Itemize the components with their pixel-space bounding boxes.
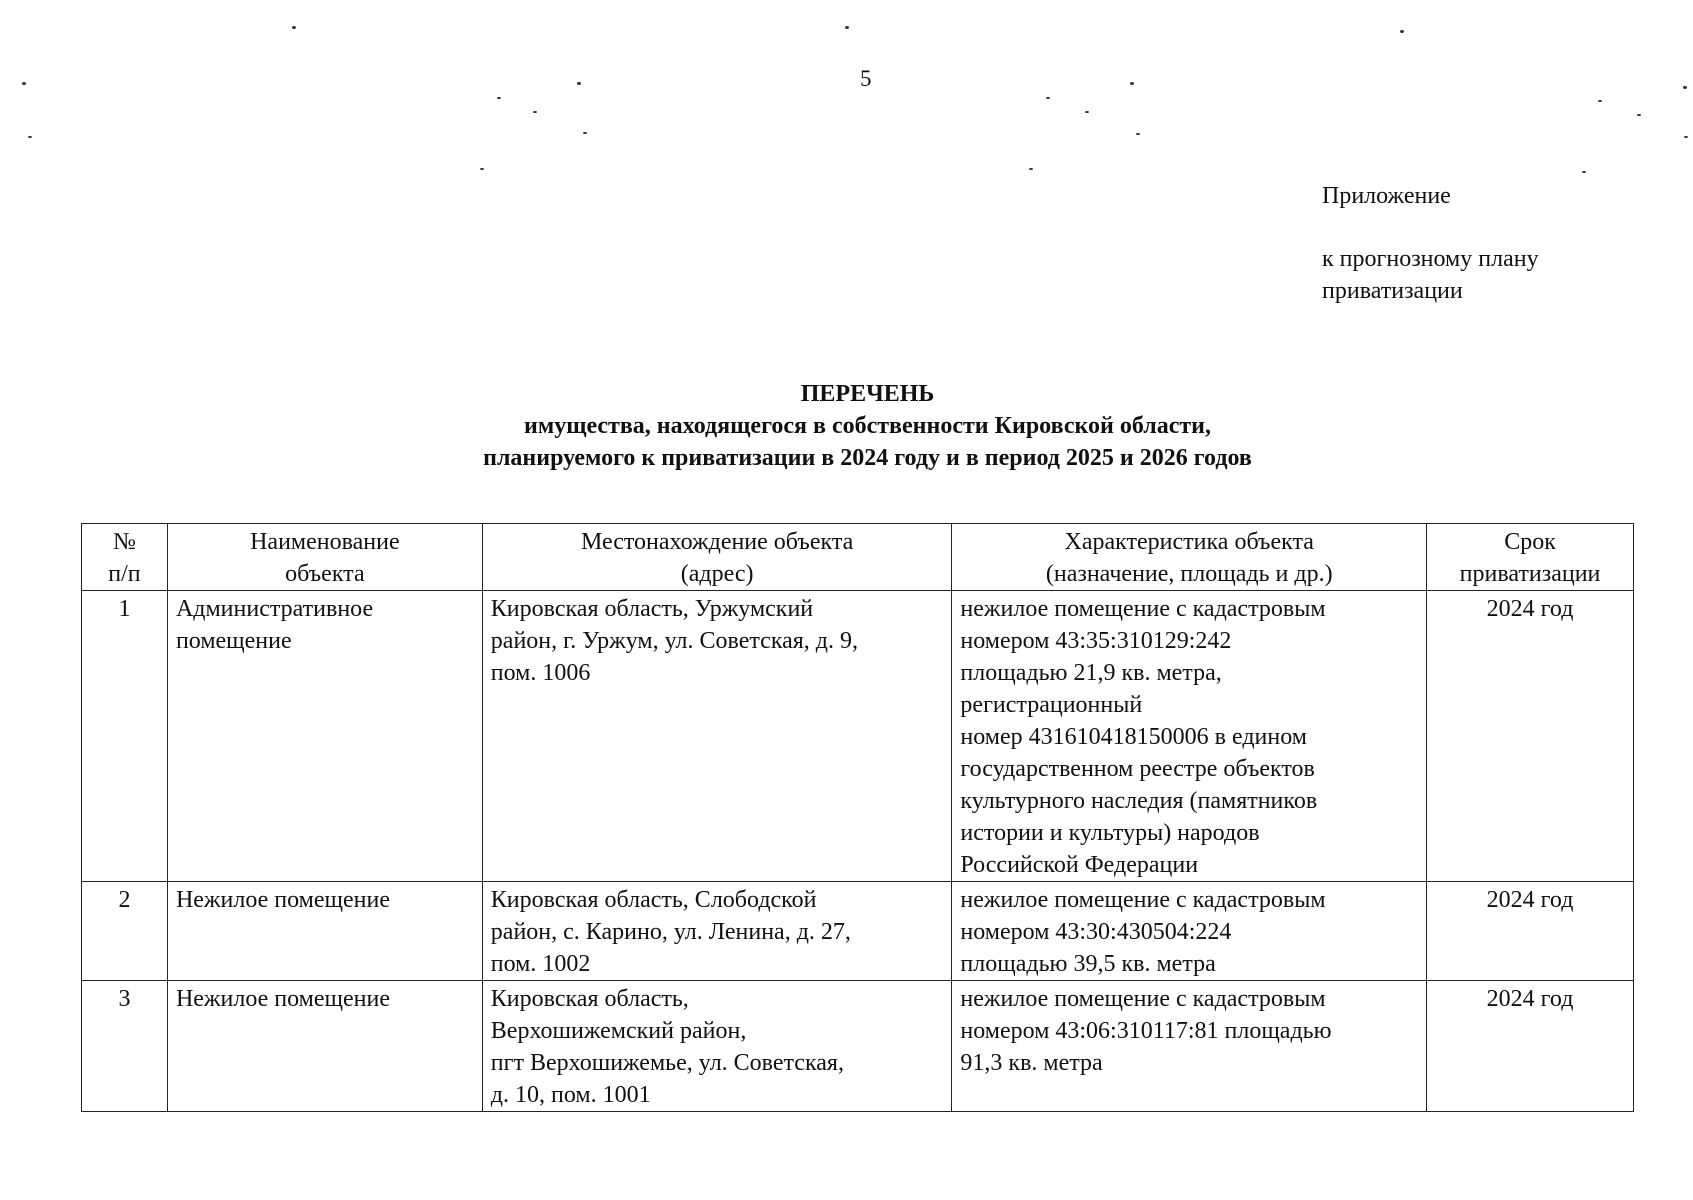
- cell-line: район, г. Уржум, ул. Советская, д. 9,: [490, 628, 859, 654]
- scan-speck: [1684, 136, 1688, 138]
- object-characteristics: [952, 591, 1427, 882]
- privatization-term: 2024 год: [1427, 882, 1634, 981]
- cell-line: Кировская область, Слободской: [490, 887, 817, 913]
- cell-line: пгт Верхошижемье, ул. Советская,: [490, 1050, 844, 1076]
- scan-speck: [533, 111, 537, 113]
- scan-speck: [1683, 86, 1687, 89]
- header-line: (назначение, площадь и др.): [1045, 561, 1333, 587]
- cell-line: Кировская область, Уржумский: [490, 596, 814, 622]
- header-characteristics: [952, 524, 1427, 591]
- cell-line: номером 43:35:310129:242: [960, 628, 1232, 654]
- document-title: [0, 378, 1693, 474]
- cell-line: нежилое помещение с кадастровым: [960, 596, 1326, 622]
- appendix-line-3: приватизации: [1322, 278, 1463, 304]
- scan-speck: [845, 26, 849, 29]
- header-line: №: [113, 529, 136, 555]
- object-name: [167, 882, 482, 981]
- cell-line: нежилое помещение с кадастровым: [960, 986, 1326, 1012]
- header-name: [167, 524, 482, 591]
- object-name: [167, 591, 482, 882]
- scan-speck: [577, 82, 581, 85]
- object-address: [482, 591, 952, 882]
- header-line: п/п: [108, 561, 141, 587]
- appendix-line-1: Приложение: [1322, 183, 1451, 209]
- cell-line: истории и культуры) народов: [960, 820, 1260, 846]
- scan-speck: [28, 136, 32, 138]
- cell-line: помещение: [175, 628, 292, 654]
- header-address: [482, 524, 952, 591]
- table-row: [82, 882, 1634, 981]
- cell-line: Нежилое помещение: [175, 887, 390, 913]
- property-table: [81, 523, 1634, 1112]
- privatization-term: 2024 год: [1427, 591, 1634, 882]
- scan-speck: [1637, 114, 1641, 116]
- header-line: объекта: [285, 561, 365, 587]
- cell-line: номер 431610418150006 в едином: [960, 724, 1307, 750]
- cell-line: площадью 39,5 кв. метра: [960, 951, 1216, 977]
- cell-line: Кировская область,: [490, 986, 689, 1012]
- cell-line: номером 43:30:430504:224: [960, 919, 1232, 945]
- row-number: 3: [82, 981, 168, 1112]
- table-header-row: [82, 524, 1634, 591]
- header-line: (адрес): [680, 561, 754, 587]
- object-address: [482, 882, 952, 981]
- scan-speck: [480, 168, 484, 170]
- title-line-2: имущества, находящегося в собственности Кировской области,: [524, 413, 1211, 439]
- cell-line: Верхошижемский район,: [490, 1018, 747, 1044]
- header-line: Местонахождение объекта: [580, 529, 854, 555]
- scan-speck: [583, 132, 587, 134]
- scan-speck: [1582, 171, 1586, 173]
- scan-speck: [1136, 133, 1140, 135]
- scan-speck: [1029, 168, 1033, 170]
- scan-speck: [22, 82, 26, 85]
- cell-line: государственном реестре объектов: [960, 756, 1315, 782]
- title-line-1: ПЕРЕЧЕНЬ: [800, 381, 935, 407]
- cell-line: Российской Федерации: [960, 852, 1199, 878]
- object-address: [482, 981, 952, 1112]
- cell-line: пом. 1002: [490, 951, 591, 977]
- cell-line: Нежилое помещение: [175, 986, 390, 1012]
- header-term: [1427, 524, 1634, 591]
- object-characteristics: [952, 981, 1427, 1112]
- cell-line: пом. 1006: [490, 660, 591, 686]
- table-row: [82, 591, 1634, 882]
- object-name: [167, 981, 482, 1112]
- row-number: 2: [82, 882, 168, 981]
- header-line: Характеристика объекта: [1064, 529, 1314, 555]
- object-characteristics: [952, 882, 1427, 981]
- header-number: [82, 524, 168, 591]
- cell-line: д. 10, пом. 1001: [490, 1082, 651, 1108]
- cell-line: регистрационный: [960, 692, 1143, 718]
- header-line: Наименование: [250, 529, 400, 555]
- scan-speck: [1046, 97, 1050, 99]
- cell-line: Административное: [175, 596, 374, 622]
- row-number: 1: [82, 591, 168, 882]
- header-line: приватизации: [1459, 561, 1601, 587]
- page-number: 5: [860, 66, 872, 91]
- title-line-3: планируемого к приватизации в 2024 году и в период 2025 и 2026 годов: [483, 445, 1252, 471]
- privatization-term: 2024 год: [1427, 981, 1634, 1112]
- appendix-note: [1322, 180, 1539, 307]
- scan-speck: [497, 97, 501, 99]
- cell-line: культурного наследия (памятников: [960, 788, 1318, 814]
- cell-line: площадью 21,9 кв. метра,: [960, 660, 1222, 686]
- scan-speck: [1598, 100, 1602, 102]
- table-row: [82, 981, 1634, 1112]
- cell-line: район, с. Карино, ул. Ленина, д. 27,: [490, 919, 851, 945]
- cell-line: нежилое помещение с кадастровым: [960, 887, 1326, 913]
- scan-speck: [1130, 82, 1134, 85]
- scan-speck: [1085, 111, 1089, 113]
- scan-speck: [292, 26, 296, 29]
- cell-line: номером 43:06:310117:81 площадью: [960, 1018, 1332, 1044]
- scan-speck: [1400, 30, 1404, 33]
- header-line: Срок: [1504, 529, 1556, 555]
- appendix-line-2: к прогнозному плану: [1322, 246, 1539, 272]
- cell-line: 91,3 кв. метра: [960, 1050, 1103, 1076]
